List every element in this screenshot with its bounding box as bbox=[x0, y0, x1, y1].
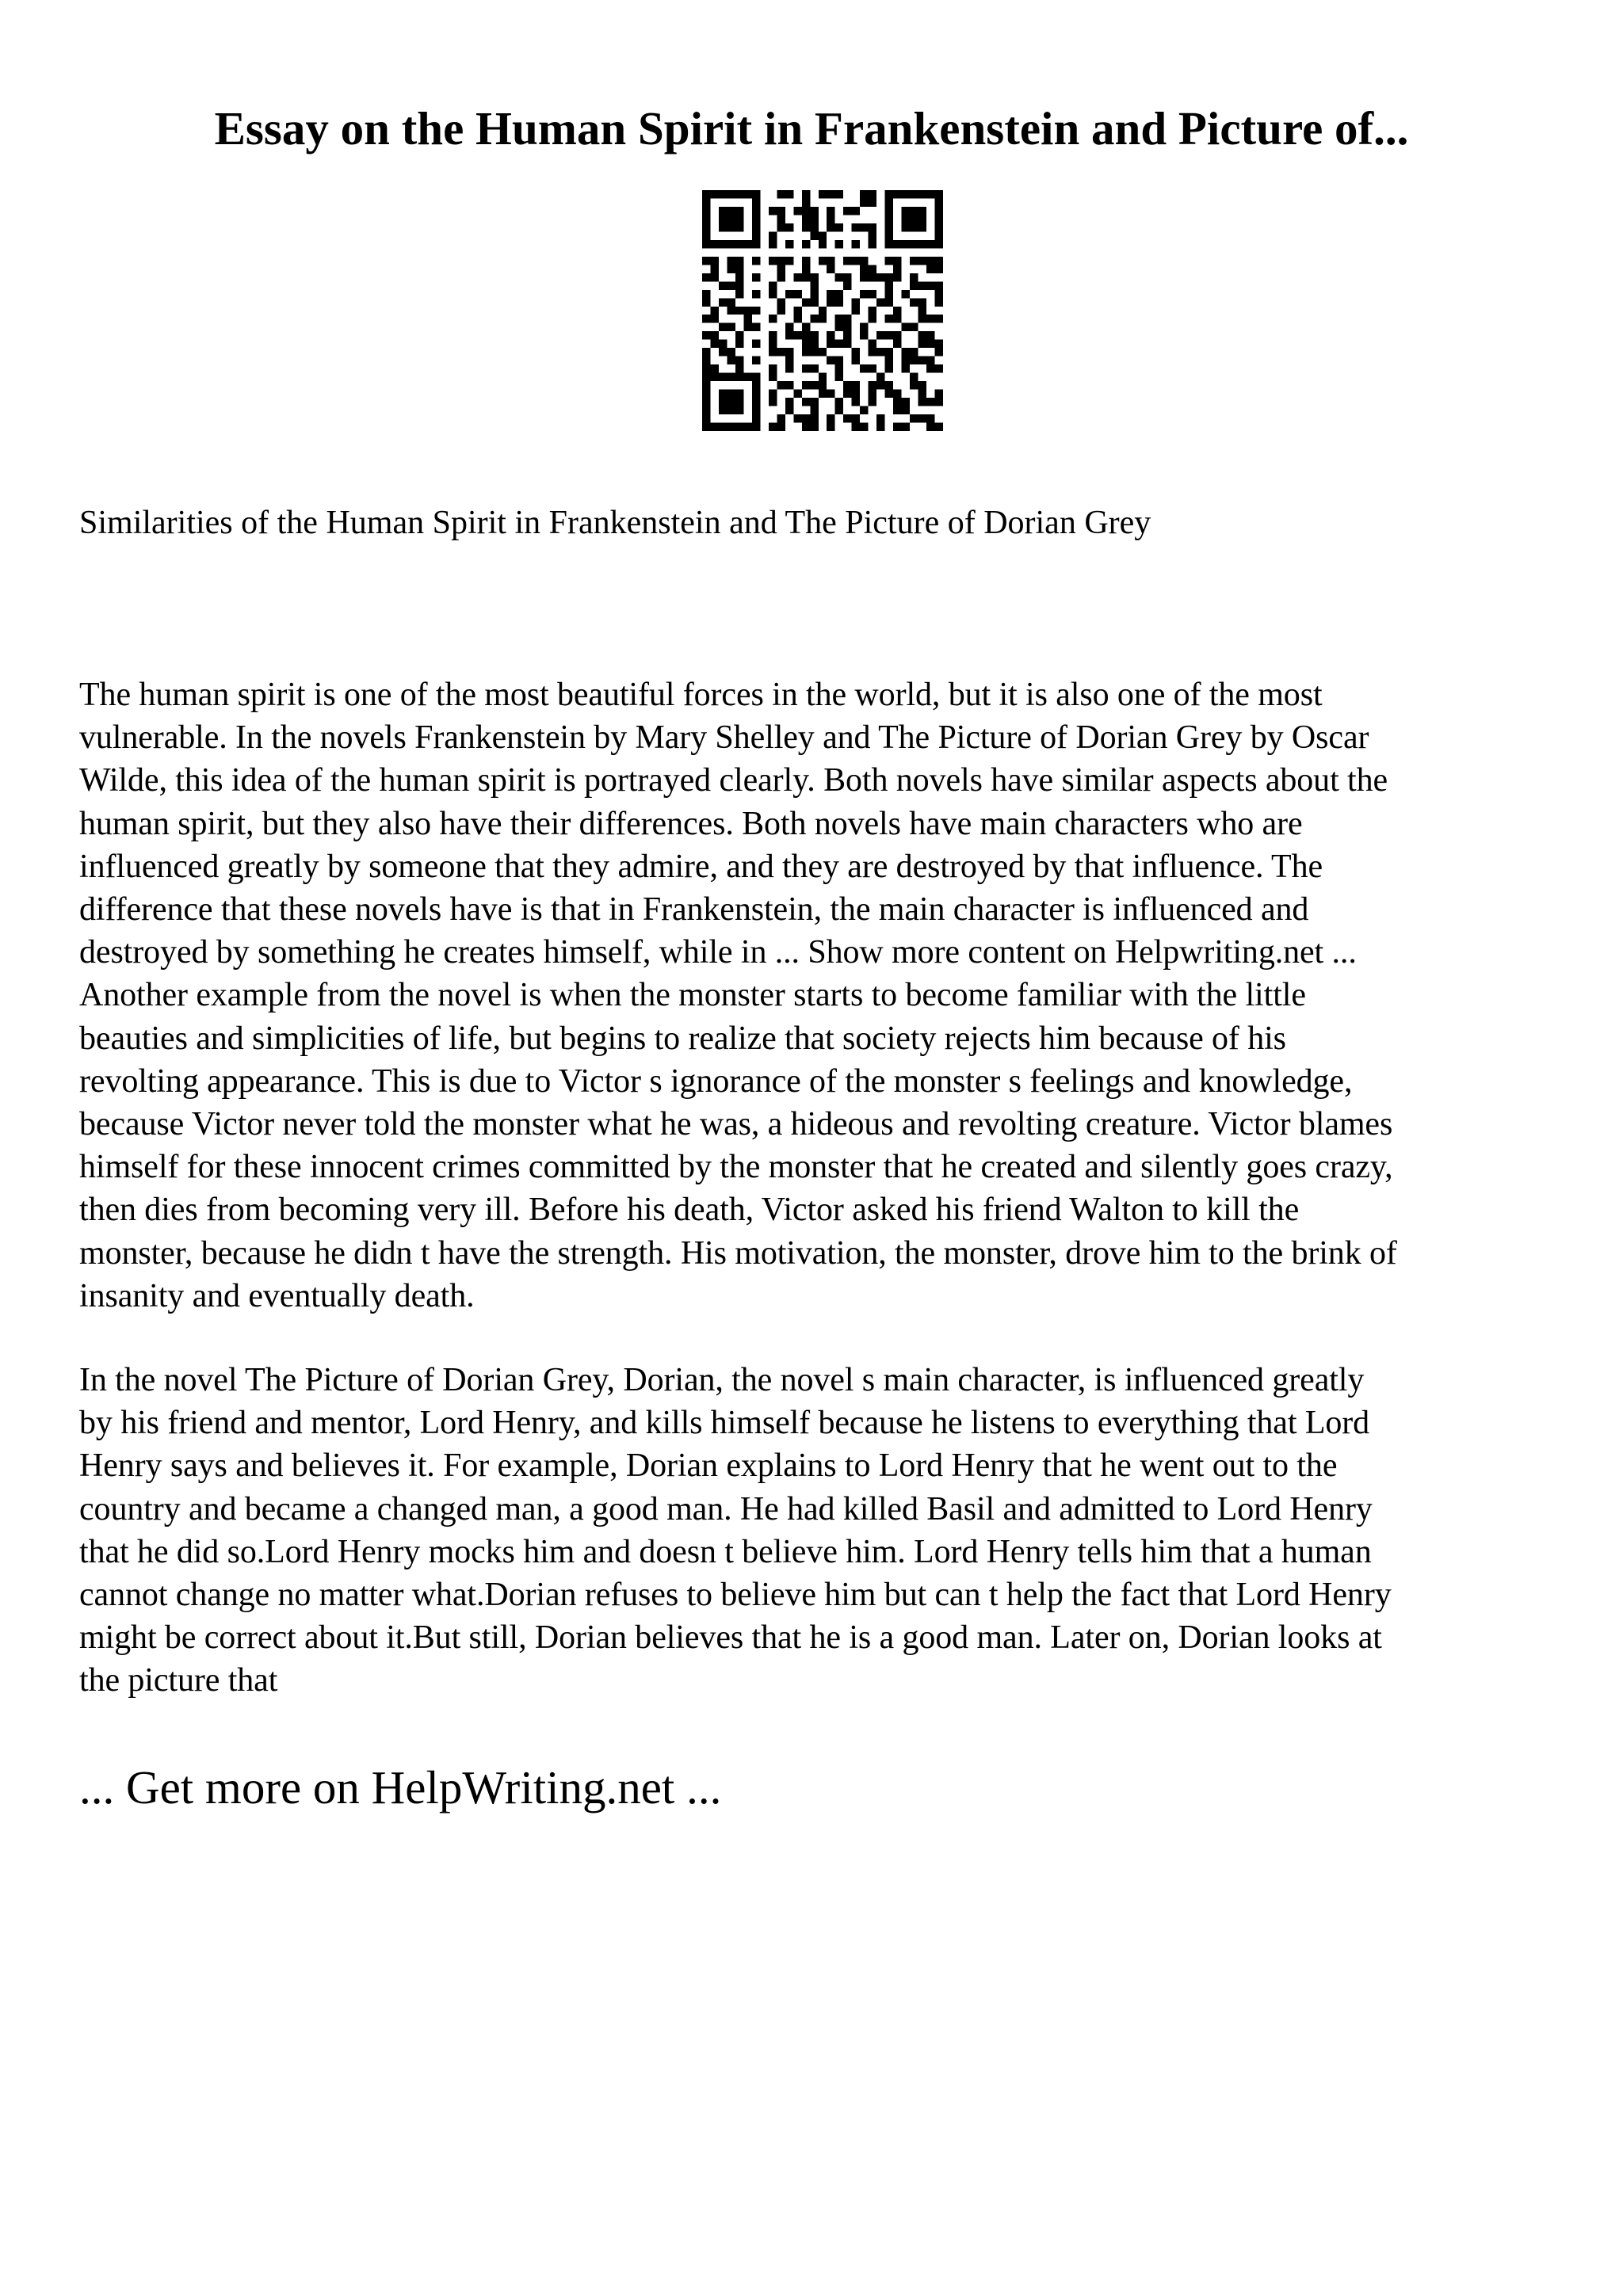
text-line: In the novel The Picture of Dorian Grey, Dorian, the novel s main character, is influenced greatly bbox=[79, 1362, 1365, 1399]
text-line: difference that these novels have is that in Frankenstein, the main character is influenced and bbox=[79, 891, 1309, 929]
paragraph-2 bbox=[79, 1359, 1563, 1703]
text-line: monster, because he didn t have the strength. His motivation, the monster, drove him to the brink of bbox=[79, 1234, 1397, 1272]
text-line: then dies from becoming very ill. Before his death, Victor asked his friend Walton to kill the bbox=[79, 1192, 1300, 1229]
document-subtitle: Similarities of the Human Spirit in Frankenstein and The Picture of Dorian Grey bbox=[79, 505, 1151, 541]
essay-body bbox=[79, 673, 1563, 1744]
text-line: because Victor never told the monster what he was, a hideous and revolting creature. Victor blames bbox=[79, 1106, 1393, 1143]
text-line: insanity and eventually death. bbox=[79, 1277, 475, 1314]
text-line: might be correct about it.But still, Dorian believes that he is a good man. Later on, Dorian looks at bbox=[79, 1619, 1382, 1657]
qr-code-icon bbox=[702, 190, 943, 431]
text-line: human spirit, but they also have their differences. Both novels have main characters who are bbox=[79, 805, 1303, 842]
paragraph-1 bbox=[79, 673, 1563, 1318]
text-line: beauties and simplicities of life, but begins to realize that society rejects him because of his bbox=[79, 1020, 1286, 1057]
text-line: Another example from the novel is when the monster starts to become familiar with the little bbox=[79, 977, 1306, 1014]
document-title: Essay on the Human Spirit in Frankenstein and Picture of... bbox=[214, 102, 1409, 154]
text-line: the picture that bbox=[79, 1662, 278, 1699]
get-more-link[interactable]: ... Get more on HelpWriting.net ... bbox=[79, 1761, 722, 1814]
text-line: revolting appearance. This is due to Victor s ignorance of the monster s feelings and knowledge, bbox=[79, 1062, 1353, 1100]
text-line: vulnerable. In the novels Frankenstein by Mary Shelley and The Picture of Dorian Grey by Oscar bbox=[79, 719, 1369, 757]
text-line: Henry says and believes it. For example, Dorian explains to Lord Henry that he went out to the bbox=[79, 1447, 1338, 1485]
text-line: Wilde, this idea of the human spirit is portrayed clearly. Both novels have similar aspects about the bbox=[79, 762, 1388, 799]
text-line: The human spirit is one of the most beautiful forces in the world, but it is also one of the most bbox=[79, 677, 1323, 713]
text-line: by his friend and mentor, Lord Henry, and kills himself because he listens to everything that Lord bbox=[79, 1405, 1370, 1442]
text-line: influenced greatly by someone that they admire, and they are destroyed by that influence. The bbox=[79, 848, 1323, 885]
text-line: destroyed by something he creates himself, while in ... Show more content on Helpwriting.net ... bbox=[79, 934, 1357, 971]
text-line: country and became a changed man, a good man. He had killed Basil and admitted to Lord Henry bbox=[79, 1490, 1373, 1527]
text-line: that he did so.Lord Henry mocks him and doesn t believe him. Lord Henry tells him that a human bbox=[79, 1533, 1372, 1570]
text-line: himself for these innocent crimes committed by the monster that he created and silently goes crazy, bbox=[79, 1149, 1393, 1186]
text-line: cannot change no matter what.Dorian refuses to believe him but can t help the fact that Lord Henry bbox=[79, 1577, 1392, 1614]
